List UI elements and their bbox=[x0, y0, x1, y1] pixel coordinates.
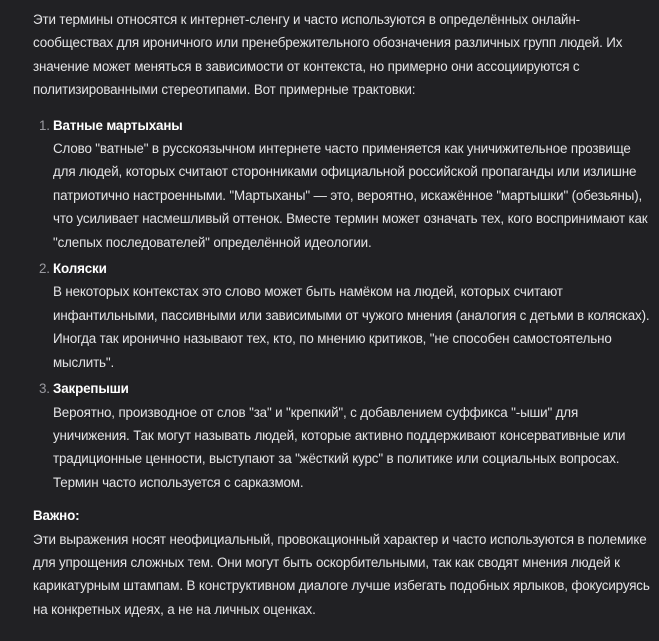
terms-list bbox=[33, 114, 655, 495]
list-number: 1. bbox=[39, 117, 50, 133]
list-item bbox=[33, 257, 655, 374]
important-paragraph: Эти выражения носят неофициальный, провокационный характер и часто используются в полемике для упрощения сложных тем. Они могут быть оскорбительными, так как сводят мнения людей к карикатурным штампам. В конструктивном диалоге лучше избегать подобных ярлыков, фокусируясь на конкретных идеях, а не на личных оценках. bbox=[33, 531, 650, 617]
important-heading: Важно: bbox=[33, 508, 80, 524]
item-body: В некоторых контекстах это слово может быть намёком на людей, которых считают инфантильными, пассивными или зависимыми от чужого мнения (аналогия с детьми в колясках). Иногда так иронично называют тех, кто, по мнению критиков, "не способен самостоятельно мыслить". bbox=[53, 284, 650, 370]
item-title: Коляски bbox=[53, 261, 107, 277]
list-number: 2. bbox=[39, 261, 50, 277]
list-item bbox=[33, 114, 655, 254]
list-item bbox=[33, 377, 655, 494]
item-body: Вероятно, производное от слов "за" и "крепкий", с добавлением суффикса "-ыши" для уничижения. Так могут называть людей, которые активно поддерживают консервативные или традиционные ценности, выступают за "жёсткий курс" в политике или социальных вопросах. Термин часто используется с сарказмом. bbox=[53, 404, 626, 490]
list-number: 3. bbox=[39, 381, 50, 397]
intro-paragraph: Эти термины относятся к интернет-сленгу и часто используются в определённых онлайн-сообществах для ироничного или пренебрежительного обозначения различных групп людей. Их значение может меняться в зависимости от контекста, но примерно они ассоциируются с политизированными стереотипами. Вот примерные трактовки: bbox=[33, 12, 623, 98]
item-title: Ватные мартыханы bbox=[53, 117, 183, 133]
item-title: Закрепыши bbox=[53, 381, 129, 397]
assistant-message bbox=[33, 8, 655, 621]
item-body: Слово "ватные" в русскоязычном интернете часто применяется как уничижительное прозвище для людей, которых считают сторонниками официальной российской пропаганды или излишне патриотично настроенными. "Мартыханы" — это, вероятно, искажённое "мартышки" (обезьяны), что усиливает насмешливый оттенок. Вместе термин может означать тех, кого воспринимают как "слепых последователей" определённой идеологии. bbox=[53, 141, 648, 250]
